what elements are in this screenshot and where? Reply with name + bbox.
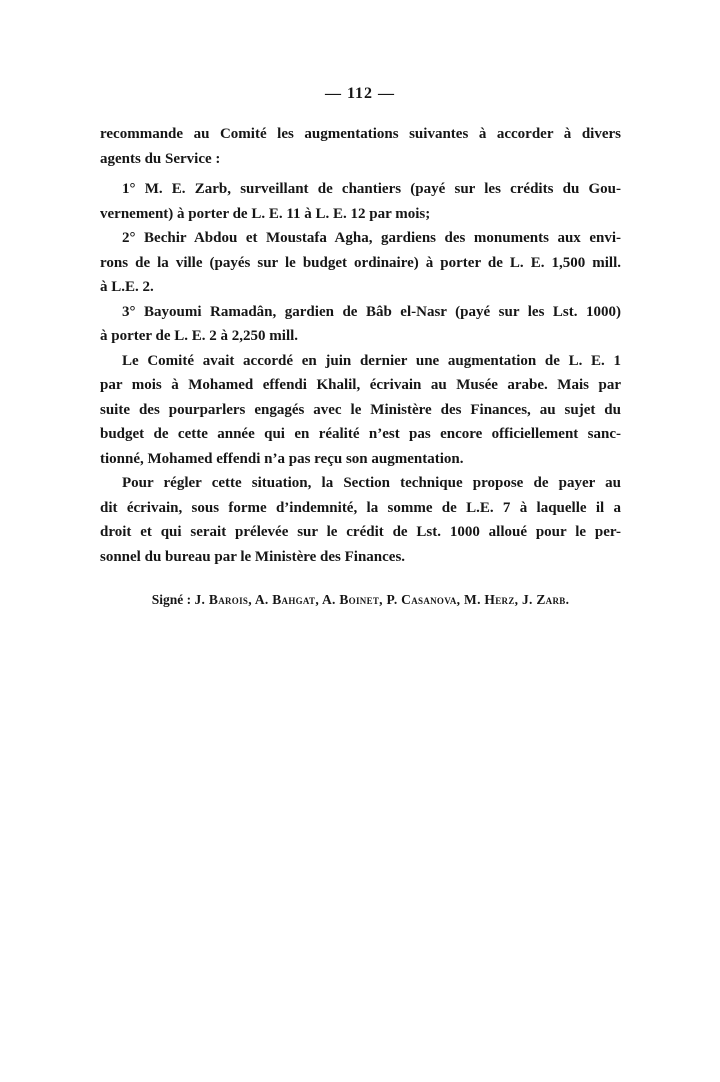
text-line: rons de la ville (payés sur le budget ordinaire) à porter de L. E. 1,500 mill. xyxy=(100,254,621,271)
text-line: suite des pourparlers engagés avec le Ministère des Finances, au sujet du xyxy=(100,401,621,418)
paragraph-item-2 xyxy=(100,226,621,300)
text-line: sonnel du bureau par le Ministère des Finances. xyxy=(100,548,406,565)
text-line: dit écrivain, sous forme d’indemnité, la somme de L.E. 7 à laquelle il a xyxy=(100,499,621,516)
text-line: budget de cette année qui en réalité n’est pas encore officiellement sanc- xyxy=(100,426,621,442)
paragraph-item-1 xyxy=(100,177,621,226)
text-line: Le Comité avait accordé en juin dernier une augmentation de L. E. 1 xyxy=(122,352,621,369)
text-line: 1° M. E. Zarb, surveillant de chantiers (payé sur les crédits du Gou- xyxy=(122,181,621,197)
paragraph-section-technique xyxy=(100,471,621,569)
text-line: Pour régler cette situation, la Section technique propose de payer au xyxy=(122,475,621,491)
text-line: à L.E. 2. xyxy=(100,279,154,295)
signature-prefix: Signé : xyxy=(151,592,195,607)
text-line: 2° Bechir Abdou et Moustafa Agha, gardiens des monuments aux envi- xyxy=(122,230,621,246)
text-line: agents du Service : xyxy=(100,150,221,167)
text-line: tionné, Mohamed effendi n’a pas reçu son augmentation. xyxy=(100,450,464,467)
text-line: vernement) à porter de L. E. 11 à L. E. 12 par mois; xyxy=(100,205,431,222)
paragraph-continuation xyxy=(100,122,621,171)
text-line: recommande au Comité les augmentations suivantes à accorder à divers xyxy=(100,126,621,142)
text-block xyxy=(100,122,621,613)
text-line: 3° Bayoumi Ramadân, gardien de Bâb el-Nasr (payé sur les Lst. 1000) xyxy=(122,303,621,320)
paragraph-item-3 xyxy=(100,300,621,349)
paragraph-comite xyxy=(100,349,621,472)
text-line: par mois à Mohamed effendi Khalil, écrivain au Musée arabe. Mais par xyxy=(100,377,621,393)
signature-names: J. Barois, A. Bahgat, A. Boinet, P. Casanova, M. Herz, J. Zarb. xyxy=(194,592,570,607)
signature-line xyxy=(100,588,621,613)
text-line: à porter de L. E. 2 à 2,250 mill. xyxy=(100,328,299,344)
page-number: — 112 — xyxy=(324,85,396,102)
text-line: droit et qui serait prélevée sur le crédit de Lst. 1000 alloué pour le per- xyxy=(100,524,621,540)
